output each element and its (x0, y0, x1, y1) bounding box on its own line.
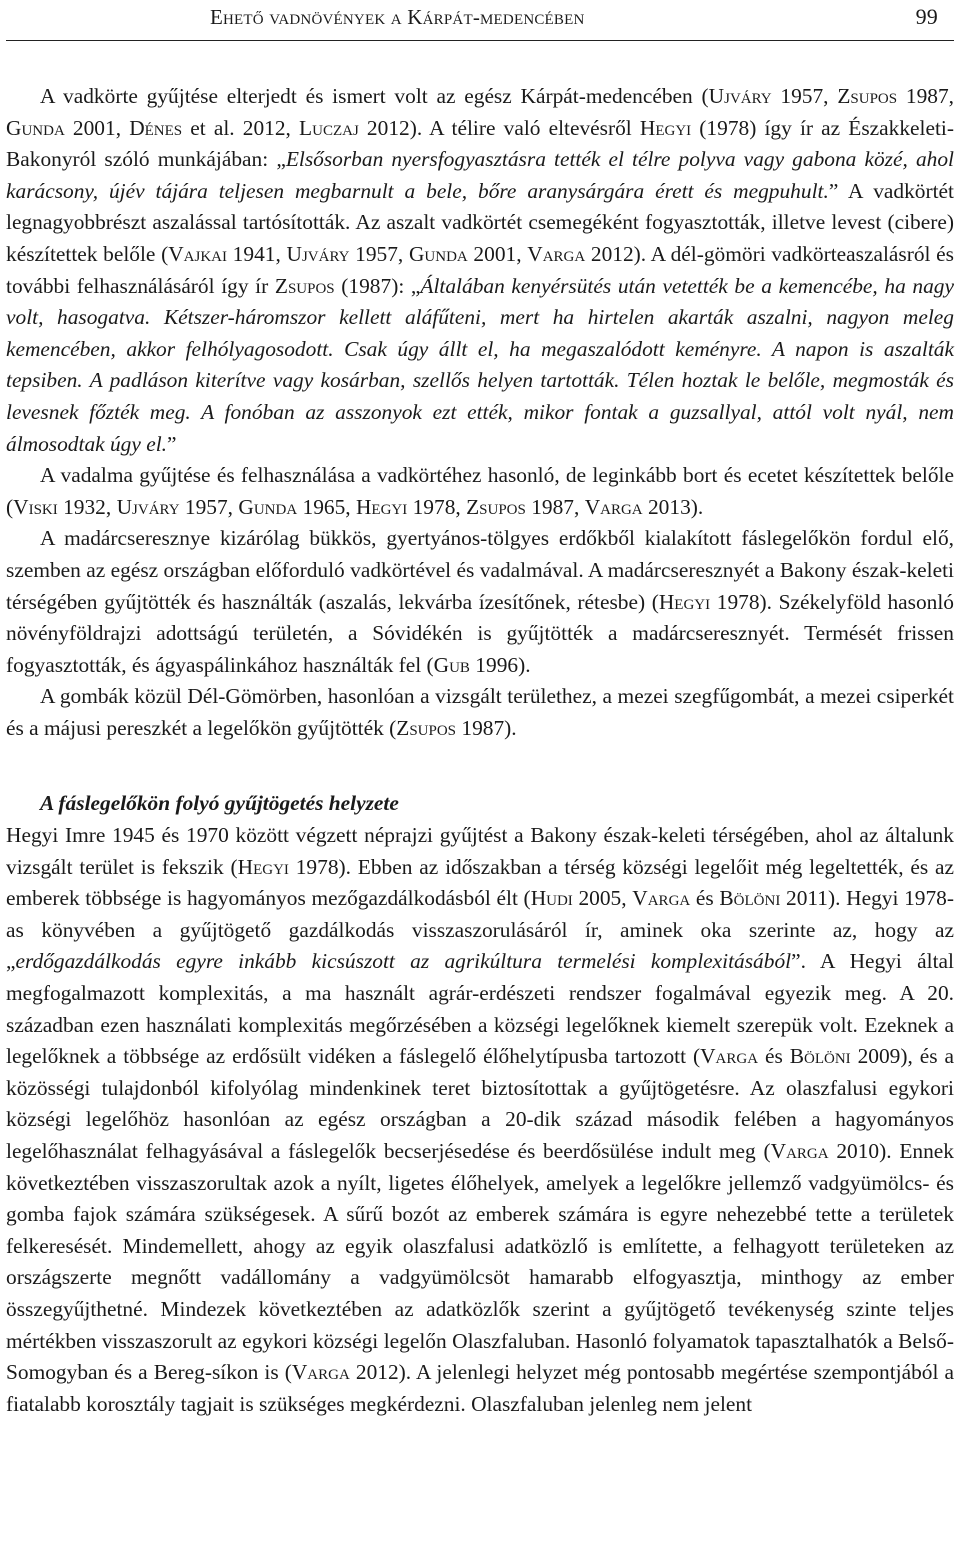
author-citation: Varga (584, 494, 643, 519)
author-citation: Gunda (408, 241, 468, 266)
author-citation: Luczaj (299, 115, 359, 140)
author-citation: Hegyi (639, 115, 692, 140)
paragraph-madarcseresznye: A madárcseresznye kizárólag bükkös, gyertyános-tölgyes erdőkből kialakított fáslegelőkön fordul elő, szemben az egész országban előforduló vadkörtével és vadalmával. A madárcseresznyét a Bakony észak-keleti térségében gyűjtötték és használták (aszalás, lekvárba ízesítőnek, rétesbe) (Hegyi 1978). Székelyföld hasonló növényföldrajzi adottságú területén, a Sóvidékén is gyűjtötték a madárcseresznyét. Termését frissen fogyasztották, és ágyaspálinkához használták fel (Gub 1996). (6, 526, 954, 677)
author-citation: Varga (770, 1139, 829, 1163)
author-citation: Ujváry (708, 84, 772, 108)
author-citation: Bölöni (789, 1044, 851, 1069)
paragraph-gyujtogetes-helyzete: Hegyi Imre 1945 és 1970 között végzett néprajzi gyűjtést a Bakony észak-keleti térségében, ahol az általunk vizsgált terület is fekszik (Hegyi 1978). Ebben az időszakban a térség községi legelőit még legeltették, és az emberek többsége is hagyományos mezőgazdálkodásból élt (Hudi 2005, Varga és Bölöni 2011). Hegyi 1978-as könyvében a gyűjtögető gazdálkodás visszaszorulásáról ír, aminek oka szerinte az, hogy az „erdőgazdálkodás egyre inkább kicsúszott az agrikúltura termelési komplexitásából”. A Hegyi által megfogalmazott komplexitás, a ma használt agrár-erdészeti rendszer fogalmával egyezik meg. A 20. században ezen használati komplexitás megőrzésében a községi legelőknek kiemelt szerepük volt. Ezeknek a legelőknek a többsége az erdősült vidéken a fáslegelő élőhelytípusba tartozott (Varga és Bölöni 2009), és a közösségi tulajdonból kifolyólag mindenkinek teret biztosítottak a gyűjtögetésre. Az olaszfalusi egykori községi legelőhöz hasonlóan az egész országban a 20-dik század második felében a hagyományos legelőhasználat felhagyásával a fáslegelők becserjésedése és beerdősülése indult meg (Varga 2010). Ennek következtében visszaszorultak azok a nyílt, ligetes élőhelyek, amelyek a legelőkre jellemző vadgyümölcs- és gomba fajok számára szükségesek. A sűrű bozót az emberek számára is egyre nehezebbé tette a területek felkeresését. Mindemellett, ahogy az egyik olaszfalusi adatközlő is említette, a felhagyott területeken az országszerte megnőtt vadállomány a vadgyümölcsöt hamarabb elfogyasztja, minthogy az ember összegyűjthetné. Mindezek következtében az adatközlők szerint a gyűjtögető tevékenység szinte teljes mértékben visszaszorult az egykori községi legelőn Olaszfaluban. Hasonló folyamatok tapasztalhatók a Belső-Somogyban és a Bereg-síkon is (Varga 2012). A jelenlegi helyzet még pontosabb megértése szempontjából a fiatalabb korosztály tagjait is szükséges megkérdezni. Olaszfaluban jelenleg nem jelent (6, 823, 955, 1416)
author-citation: Zsupos (274, 273, 335, 298)
quotation: erdőgazdálkodás egyre inkább kicsúszott az agrikúltura termelési komplexitásából (15, 949, 792, 974)
paragraph-vadkorte: A vadkörte gyűjtése elterjedt és ismert volt az egész Kárpát-medencében (Ujváry 1957, Zsupos 1987, Gunda 2001, Dénes et al. 2012, Luczaj 2012). A télire való eltevésről Hegyi (1978) így ír az Északkeleti-Bakonyról szóló munkájában: „Elsősorban nyersfogyasztásra tették el télre polyva vagy gabona közé, ahol karácsony, újév tájára teljesen megbarnult a bele, bőre aranysárgára érett és megpuhult.” A vadkörtét legnagyobbrészt aszalással tartósították. Az aszalt vadkörtét csemegéként fogyasztották, illetve levest (cibere) készítettek belőle (Vajkai 1941, Ujváry 1957, Gunda 2001, Varga 2012). A dél-gömöri vadkörteaszalásról és további felhasználásáról így ír Zsupos (1987): „Általában kenyérsütés után vetették be a kemencébe, ha nagy volt, hasogatva. Kétszer-háromszor kellett aláfűteni, mert ha hirtelen akarták aszalni, nagyon meleg kemencében, akkor felhólyagosodott. Csak úgy állt el, ha megaszalódott keményre. A napon is aszalták tepsiben. A padláson kiterítve vagy kosárban, szellős helyen tartották. Télen hoztak le belőle, megmosták és levesnek főzték meg. A fonóban az asszonyok ezt ették, mikor fontak a guzsallyal, attól volt nyál, nem álmosodtak úgy el.” (6, 84, 955, 456)
author-citation: Ujváry (286, 241, 350, 266)
author-citation: Zsupos (466, 494, 526, 519)
quotation: Általában kenyérsütés után vetették be a kemencébe, ha nagy volt, hasogatva. Kétszer-háromszor kellett aláfűteni, mert ha hirtelen akarták aszalni, nagyon meleg kemencében, akkor felhólyagosodott. Csak úgy állt el, ha megaszalódott keményre. A napon is aszalták tepsiben. A padláson kiterítve vagy kosárban, szellős helyen tartották. Télen hoztak le belőle, megmosták és levesnek főzték meg. A fonóban az asszonyok ezt ették, mikor fontak a guzsallyal, attól volt nyál, nem álmosodtak úgy el. (6, 273, 954, 456)
running-header (6, 0, 954, 41)
author-citation: Varga (632, 886, 691, 911)
author-citation: Viski (13, 494, 58, 519)
author-citation: Varga (527, 241, 586, 266)
author-citation: Gunda (6, 115, 65, 140)
author-citation: Dénes (129, 115, 183, 140)
author-citation: Varga (700, 1044, 759, 1069)
quotation: Elsősorban nyersfogyasztásra tették el télre polyva vagy gabona közé, ahol karácsony, újév tájára teljesen megbarnult a bele, bőre aranysárgára érett és megpuhult. (6, 147, 954, 203)
author-citation: Ujváry (116, 494, 180, 519)
page-number: 99 (915, 4, 938, 29)
author-citation: Gunda (238, 494, 298, 519)
page-body (6, 41, 954, 1420)
author-citation: Hudi (530, 886, 573, 911)
paragraph-vadalma: A vadalma gyűjtése és felhasználása a vadkörtéhez hasonló, de leginkább bort és ecetet készítettek belőle (Viski 1932, Ujváry 1957, Gunda 1965, Hegyi 1978, Zsupos 1987, Varga 2013). (6, 463, 954, 519)
author-citation: Gub (433, 652, 470, 677)
running-title: Ehető vadnövények a Kárpát-medencében (210, 5, 585, 29)
author-citation: Vajkai (168, 241, 227, 266)
author-citation: Varga (291, 1360, 350, 1385)
author-citation: Hegyi (355, 494, 408, 519)
author-citation: Bölöni (719, 886, 781, 911)
author-citation: Zsupos (837, 84, 898, 108)
paragraph-gombak: A gombák közül Dél-Gömörben, hasonlóan a vizsgált területhez, a mezei szegfűgombát, a mezei csiperkét és a májusi pereszkét a legelőkön gyűjtötték (Zsupos 1987). (6, 684, 954, 740)
section-heading: A fáslegelőkön folyó gyűjtögetés helyzete (40, 791, 399, 816)
author-citation: Hegyi (658, 589, 711, 614)
author-citation: Hegyi (237, 854, 289, 879)
author-citation: Zsupos (396, 715, 457, 740)
